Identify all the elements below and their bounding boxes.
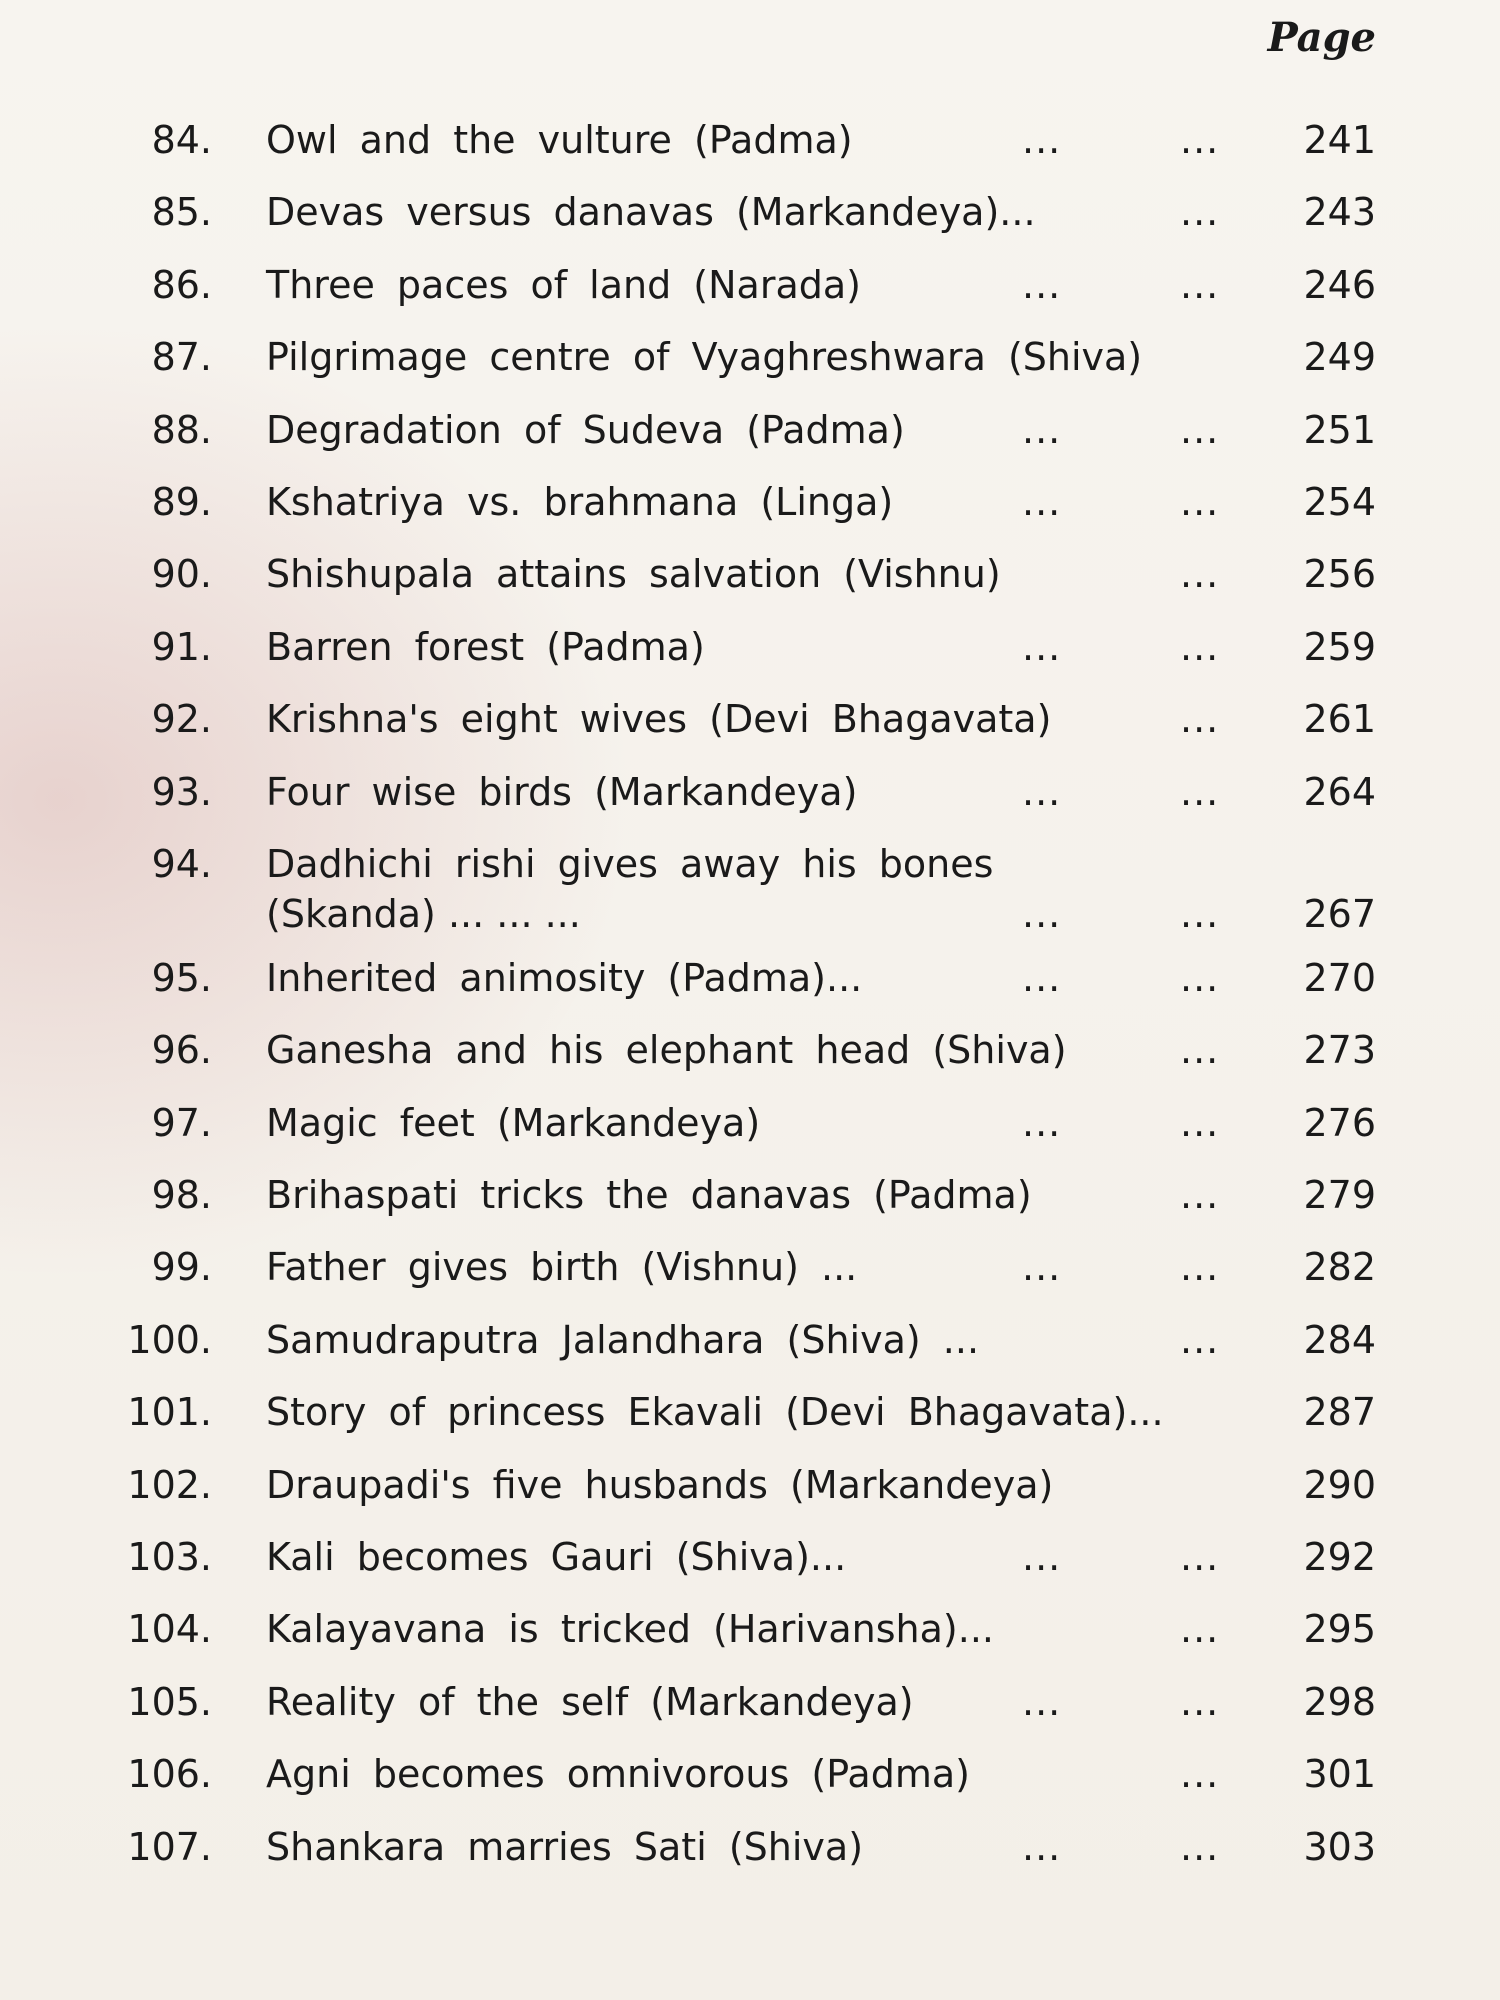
leader-dots: ... [1180,624,1220,669]
toc-entry [0,756,1500,828]
entry-title: Draupadi's five husbands (Markandeya) [266,1462,1054,1507]
entry-title: Four wise birds (Markandeya) [266,769,858,814]
toc-entry [0,1087,1500,1159]
leader-dots: ... [1022,624,1062,669]
entry-title: Agni becomes omnivorous (Padma) [266,1752,970,1797]
toc-entry [0,942,1500,1014]
entry-title: Owl and the vulture (Padma) [266,118,853,162]
entry-title: Dadhichi rishi gives away his bones [266,841,994,886]
leader-dots: ... [1180,190,1220,235]
leader-dots: ... [1180,955,1220,1000]
leader-dots: ... [1180,118,1220,162]
leader-dots: ... [1180,1317,1220,1362]
entry-number: 93. [151,769,212,814]
entry-title: Reality of the self (Markandeya) [266,1679,914,1724]
entry-number: 106. [127,1752,212,1797]
toc-entry [0,466,1500,538]
entry-title: Story of princess Ekavali (Devi Bhagavata)... [266,1390,1164,1435]
entry-page-number: 254 [1303,479,1376,524]
leader-dots: ... [1180,697,1220,742]
toc-entry [0,1738,1500,1810]
entry-page-number: 279 [1303,1173,1376,1218]
entry-title: Father gives birth (Vishnu) ... [266,1245,858,1290]
leader-dots: ... [1180,262,1220,307]
entry-number: 103. [127,1535,212,1580]
leader-dots: ... [1022,262,1062,307]
entry-number: 84. [151,118,212,162]
entry-page-number: 290 [1303,1462,1376,1507]
entry-page-number: 259 [1303,624,1376,669]
toc-entry [0,611,1500,683]
entry-title: Shankara marries Sati (Shiva) [266,1824,864,1869]
entry-page-number: 282 [1303,1245,1376,1290]
entry-page-number: 267 [1303,891,1376,936]
toc-entry [0,1231,1500,1303]
toc-entry [0,1014,1500,1086]
page-column-header: Page [1267,14,1376,61]
entry-number: 91. [151,624,212,669]
entry-number: 104. [127,1607,212,1652]
entry-title: Kshatriya vs. brahmana (Linga) [266,479,894,524]
leader-dots: ... [1180,1535,1220,1580]
entry-page-number: 251 [1303,407,1376,452]
toc-entry [0,321,1500,393]
leader-dots: ... [1180,479,1220,524]
leader-dots: ... [1180,1679,1220,1724]
leader-dots: ... [1180,1607,1220,1652]
entry-number: 89. [151,479,212,524]
entry-number: 90. [151,552,212,597]
toc-entry [0,828,1500,942]
toc-entry [0,394,1500,466]
entry-title: Degradation of Sudeva (Padma) [266,407,905,452]
leader-dots: ... [1022,1824,1062,1869]
leader-dots: ... [1180,552,1220,597]
entry-title: Barren forest (Padma) [266,624,705,669]
entry-page-number: 273 [1303,1028,1376,1073]
entry-title: Ganesha and his elephant head (Shiva) [266,1028,1067,1073]
entry-page-number: 246 [1303,262,1376,307]
entry-title: Magic feet (Markandeya) [266,1100,761,1145]
leader-dots: ... [1180,1752,1220,1797]
entry-page-number: 261 [1303,697,1376,742]
leader-dots: ... [1180,1028,1220,1073]
toc-entry [0,1593,1500,1665]
entry-number: 87. [151,335,212,380]
toc-entry [0,1159,1500,1231]
entry-title: Samudraputra Jalandhara (Shiva) ... [266,1317,980,1362]
leader-dots: ... [1022,407,1062,452]
entry-number: 107. [127,1824,212,1869]
entry-number: 99. [151,1245,212,1290]
toc-entry [0,1521,1500,1593]
leader-dots: ... [1022,955,1062,1000]
toc-entry [0,176,1500,248]
entry-number: 95. [151,955,212,1000]
leader-dots: ... [1022,118,1062,162]
entry-number: 92. [151,697,212,742]
entry-number: 101. [127,1390,212,1435]
entry-number: 97. [151,1100,212,1145]
entry-title: Three paces of land (Narada) [266,262,861,307]
leader-dots: ... [1180,891,1220,936]
leader-dots: ... [1180,1824,1220,1869]
entry-number: 88. [151,407,212,452]
entry-number: 100. [127,1317,212,1362]
entry-title: Kali becomes Gauri (Shiva)... [266,1535,847,1580]
toc-entry [0,1304,1500,1376]
leader-dots: ... [1022,479,1062,524]
entry-title: Pilgrimage centre of Vyaghreshwara (Shiva) [266,335,1143,380]
entry-page-number: 295 [1303,1607,1376,1652]
entry-number: 102. [127,1462,212,1507]
leader-dots: ... [1022,1100,1062,1145]
entry-page-number: 287 [1303,1390,1376,1435]
toc-entry [0,1449,1500,1521]
leader-dots: ... [1022,891,1062,936]
leader-dots: ... [1022,1679,1062,1724]
leader-dots: ... [1180,407,1220,452]
table-of-contents [0,104,1500,1883]
toc-entry [0,538,1500,610]
entry-number: 98. [151,1173,212,1218]
leader-dots: ... [1022,1535,1062,1580]
toc-entry [0,1811,1500,1883]
entry-page-number: 292 [1303,1535,1376,1580]
toc-entry [0,1376,1500,1448]
entry-page-number: 298 [1303,1679,1376,1724]
entry-page-number: 264 [1303,769,1376,814]
entry-title: Kalayavana is tricked (Harivansha)... [266,1607,994,1652]
entry-page-number: 270 [1303,955,1376,1000]
toc-entry [0,1666,1500,1738]
entry-number: 105. [127,1679,212,1724]
leader-dots: ... [1180,769,1220,814]
entry-page-number: 284 [1303,1317,1376,1362]
toc-entry [0,104,1500,176]
entry-number: 94. [151,841,212,886]
entry-page-number: 243 [1303,190,1376,235]
entry-title: Inherited animosity (Padma)... [266,955,863,1000]
entry-number: 85. [151,190,212,235]
entry-page-number: 256 [1303,552,1376,597]
toc-entry [0,683,1500,755]
entry-page-number: 276 [1303,1100,1376,1145]
entry-title: Shishupala attains salvation (Vishnu) [266,552,1001,597]
entry-title: Devas versus danavas (Markandeya)... [266,190,1036,235]
leader-dots: ... [1180,1245,1220,1290]
entry-title: Brihaspati tricks the danavas (Padma) [266,1173,1032,1218]
entry-page-number: 303 [1303,1824,1376,1869]
entry-page-number: 301 [1303,1752,1376,1797]
entry-page-number: 249 [1303,335,1376,380]
entry-number: 86. [151,262,212,307]
toc-entry [0,249,1500,321]
leader-dots: ... [1022,769,1062,814]
leader-dots: ... [1180,1173,1220,1218]
leader-dots: ... [1180,1100,1220,1145]
entry-title-continued: (Skanda) ... ... ... [266,891,581,936]
leader-dots: ... [1022,1245,1062,1290]
entry-number: 96. [151,1028,212,1073]
entry-title: Krishna's eight wives (Devi Bhagavata) [266,697,1052,742]
entry-page-number: 241 [1303,118,1376,162]
